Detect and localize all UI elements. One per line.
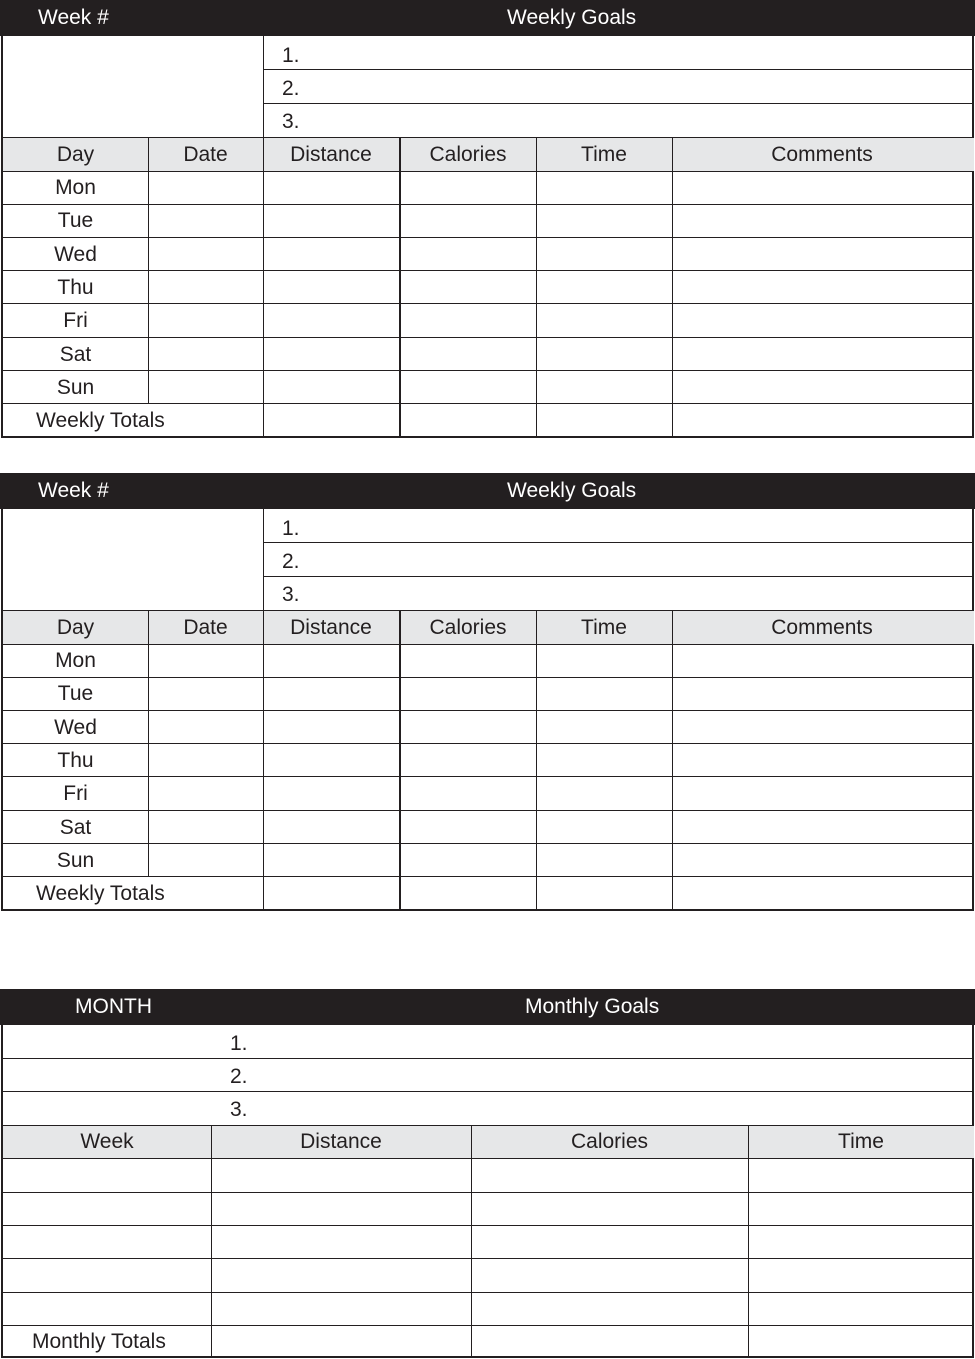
day-sat: Sat (59, 343, 92, 366)
column-header-distance: Distance (300, 1130, 382, 1153)
column-header-comments: Comments (771, 616, 873, 639)
day-mon: Mon (55, 176, 96, 199)
column-header-calories: Calories (570, 1130, 649, 1153)
month-label: MONTH (75, 995, 152, 1018)
column-header-distance: Distance (290, 143, 372, 166)
day-fri: Fri (63, 782, 88, 805)
column-header-time: Time (581, 616, 627, 639)
column-header-calories: Calories (429, 616, 507, 639)
weekly-header-bar (0, 0, 975, 36)
week-number-label: Week # (38, 6, 109, 29)
column-header-comments: Comments (771, 143, 873, 166)
column-header-time: Time (838, 1130, 884, 1153)
column-header-time: Time (581, 143, 627, 166)
goal-line-1[interactable]: 1. (282, 44, 300, 67)
goal-line-2[interactable]: 2. (282, 550, 300, 573)
column-header-calories: Calories (429, 143, 507, 166)
goal-line-2[interactable]: 2. (282, 77, 300, 100)
day-tue: Tue (57, 682, 94, 705)
monthly-goal-line-3[interactable]: 3. (230, 1098, 248, 1121)
day-fri: Fri (63, 309, 88, 332)
weekly-table (1, 509, 974, 911)
day-wed: Wed (54, 243, 97, 266)
column-header-day: Day (56, 616, 95, 639)
day-sat: Sat (59, 816, 92, 839)
weekly-sheet-1 (0, 0, 975, 438)
monthly-goal-line-2[interactable]: 2. (230, 1065, 248, 1088)
goal-line-1[interactable]: 1. (282, 517, 300, 540)
monthly-table (1, 1025, 974, 1358)
goal-line-3[interactable]: 3. (282, 583, 300, 606)
weekly-goals-title: Weekly Goals (507, 479, 637, 502)
weekly-totals-label: Weekly Totals (36, 882, 165, 905)
column-header-date: Date (183, 143, 228, 166)
weekly-sheet-2 (0, 473, 975, 911)
day-thu: Thu (57, 749, 94, 772)
weekly-goals-title: Weekly Goals (507, 6, 637, 29)
day-sun: Sun (56, 376, 95, 399)
day-sun: Sun (56, 849, 95, 872)
monthly-totals-label: Monthly Totals (32, 1330, 166, 1353)
day-wed: Wed (54, 716, 97, 739)
weekly-table (1, 36, 974, 438)
monthly-header-bar (0, 989, 975, 1025)
column-header-date: Date (183, 616, 228, 639)
day-thu: Thu (57, 276, 94, 299)
goal-line-3[interactable]: 3. (282, 110, 300, 133)
monthly-goal-line-1[interactable]: 1. (230, 1032, 248, 1055)
column-header-distance: Distance (290, 616, 372, 639)
day-tue: Tue (57, 209, 94, 232)
monthly-sheet (0, 989, 975, 1359)
column-header-week: Week (80, 1130, 134, 1153)
weekly-header-bar (0, 473, 975, 509)
column-header-day: Day (56, 143, 95, 166)
week-number-label: Week # (38, 479, 109, 502)
weekly-totals-label: Weekly Totals (36, 409, 165, 432)
monthly-goals-title: Monthly Goals (525, 995, 660, 1018)
day-mon: Mon (55, 649, 96, 672)
